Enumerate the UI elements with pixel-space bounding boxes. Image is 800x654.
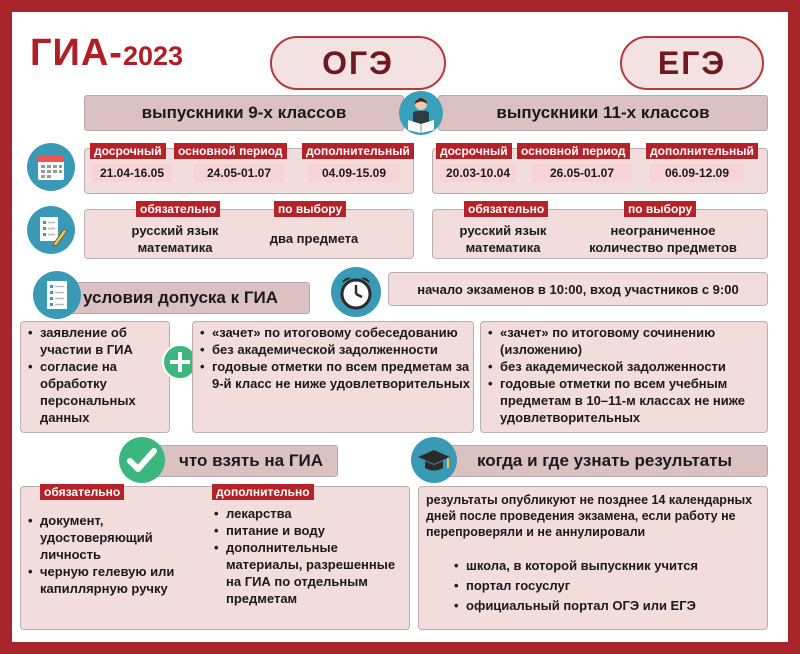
list-item: • документ, удостоверяющий личность <box>26 512 206 563</box>
oge-choice-text: два предмета <box>269 231 359 246</box>
document-pen-icon <box>26 205 76 255</box>
list-item: • годовые отметки по всем предметам за 9-й класс не ниже удовлетворительных <box>198 358 470 392</box>
title-main: ГИА- <box>30 32 123 74</box>
list-item: • «зачет» по итоговому собеседованию <box>198 324 470 341</box>
ege-period-early-tag: досрочный <box>436 143 512 159</box>
ege-period-early-dates: 20.03-10.04 <box>440 164 516 182</box>
list-item: • годовые отметки по всем учебным предметам в 10–11-м классах не ниже удовлетворительных <box>486 375 766 426</box>
list-item: • без академической задолженности <box>198 341 470 358</box>
list-item: • питание и воду <box>212 522 408 539</box>
oge-period-early-dates: 21.04-16.05 <box>92 164 172 182</box>
ege-period-main-dates: 26.05-01.07 <box>532 164 632 182</box>
oge-mandatory-text: русский язык математика <box>131 223 219 255</box>
calendar-icon <box>26 142 76 192</box>
oge-period-early-tag: досрочный <box>90 143 166 159</box>
bring-title-bar: что взять на ГИА <box>152 445 338 477</box>
admission-common-list <box>26 324 168 426</box>
title-year: 2023 <box>122 41 184 71</box>
ege-choice-text: неограниченное количество предметов <box>589 223 737 255</box>
results-places-list <box>452 556 752 616</box>
list-item: • «зачет» по итоговому сочинению (изложению) <box>486 324 766 358</box>
oge-choice-tag: по выбору <box>274 201 346 217</box>
graduation-cap-icon <box>410 436 458 484</box>
oge-pill: ОГЭ <box>270 36 446 90</box>
list-item: • школа, в которой выпускник учится <box>452 556 752 576</box>
ege-period-extra-tag: дополнительный <box>646 143 758 159</box>
alarm-clock-icon <box>330 266 382 318</box>
ege-choice-tag: по выбору <box>624 201 696 217</box>
checkmark-icon <box>118 436 166 484</box>
oge-period-extra-dates: 04.09-15.09 <box>308 164 400 182</box>
graduates-bar-left: выпускники 9-х классов <box>84 95 404 131</box>
list-item: • портал госуслуг <box>452 576 752 596</box>
list-item: • официальный портал ОГЭ или ЕГЭ <box>452 596 752 616</box>
ege-pill: ЕГЭ <box>620 36 764 90</box>
infographic-panel <box>12 12 788 642</box>
checklist-icon <box>32 270 82 320</box>
list-item: • черную гелевую или капиллярную ручку <box>26 563 206 597</box>
bring-extra-tag: дополнительно <box>212 484 314 500</box>
admission-ege-list <box>486 324 766 426</box>
oge-mandatory-tag: обязательно <box>136 201 220 217</box>
ege-mandatory-tag: обязательно <box>464 201 548 217</box>
ege-period-main-tag: основной период <box>517 143 630 159</box>
list-item: • без академической задолженности <box>486 358 766 375</box>
bring-mandatory-tag: обязательно <box>40 484 124 500</box>
list-item: • лекарства <box>212 505 408 522</box>
start-time-box <box>388 272 768 306</box>
ege-mandatory-text: русский язык математика <box>459 223 547 255</box>
list-item: • дополнительные материалы, разрешенные на ГИА по отдельным предметам <box>212 539 408 607</box>
admission-title-bar: условия допуска к ГИА <box>64 282 310 314</box>
ege-period-extra-dates: 06.09-12.09 <box>650 164 744 182</box>
bring-extra-list <box>212 505 408 607</box>
list-item: • согласие на обработку персональных данных <box>26 358 168 426</box>
start-time-text: начало экзаменов в 10:00, вход участников с 9:00 <box>417 281 739 297</box>
admission-oge-list <box>198 324 470 392</box>
results-text: результаты опубликуют не позднее 14 календарных дней после проведения экзамена, если работу не перепроверяли и не аннулировали <box>426 493 753 539</box>
graduates-bar-right: выпускники 11-х классов <box>438 95 768 131</box>
oge-period-extra-tag: дополнительный <box>302 143 414 159</box>
page-title <box>30 32 183 75</box>
oge-period-main-tag: основной период <box>174 143 287 159</box>
list-item: • заявление об участии в ГИА <box>26 324 168 358</box>
bring-mandatory-list <box>26 512 206 597</box>
results-title-bar: когда и где узнать результаты <box>448 445 768 477</box>
student-reading-icon <box>398 90 444 136</box>
oge-period-main-dates: 24.05-01.07 <box>194 164 284 182</box>
